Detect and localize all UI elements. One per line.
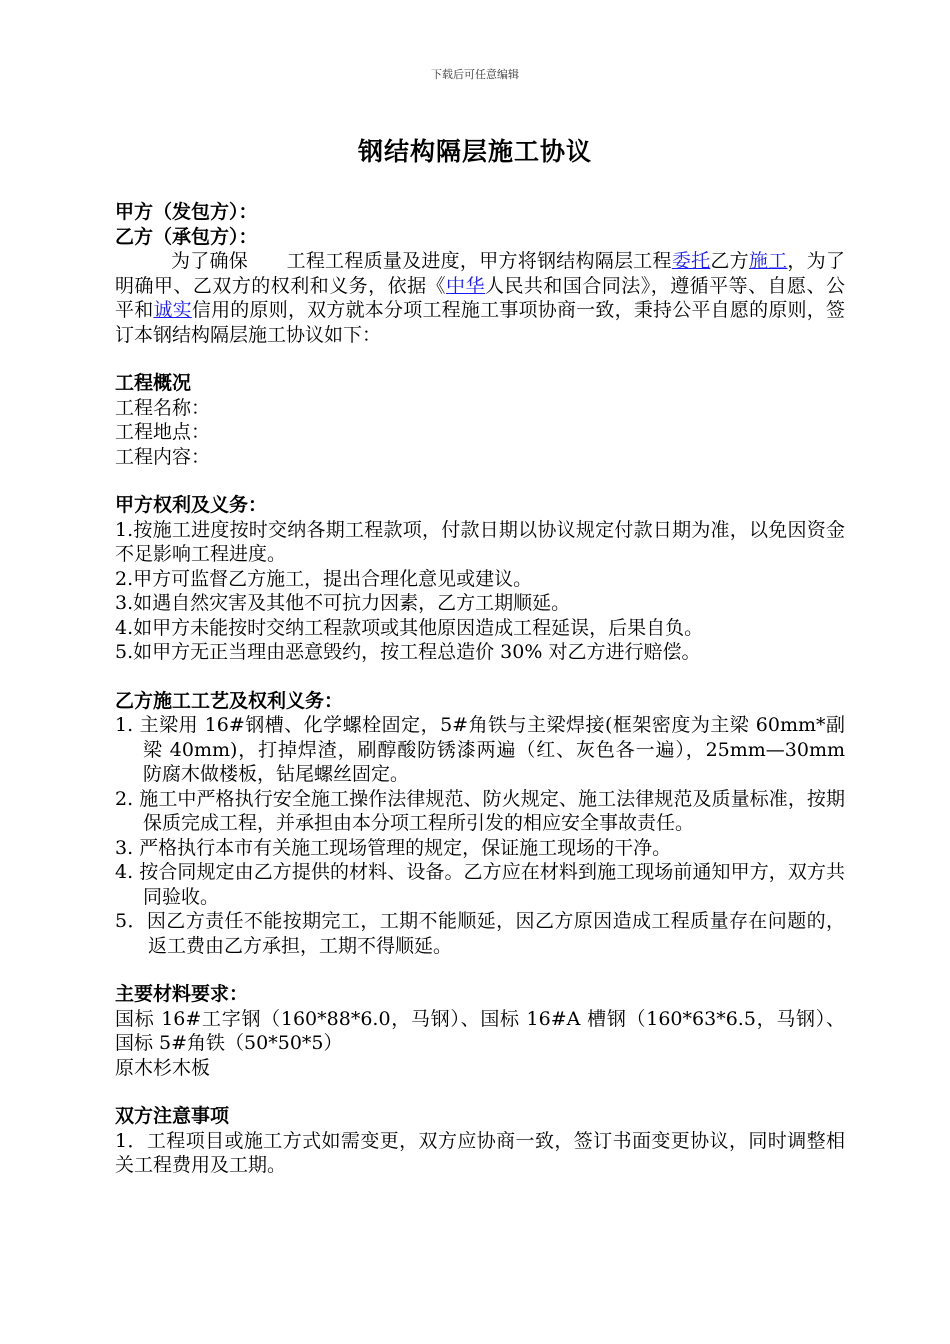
party-b-label: 乙方（承包方）： (115, 225, 258, 248)
intro-text-1: 为了确保 工程工程质量及进度，甲方将钢结构隔层工程 (171, 250, 672, 272)
project-location-label: 工程地点： (115, 421, 211, 443)
notes-item: 1．工程项目或施工方式如需变更，双方应协商一致，签订书面变更协议，同时调整相关工程费用及工期。 (115, 1129, 845, 1176)
party-b-item: 2. 施工中严格执行安全施工操作法律规范、防火规定、施工法律规范及质量标准，按期保质完成工程，并承担由本分项工程所引发的相应安全事故责任。 (115, 787, 845, 834)
party-a-item: 1.按施工进度按时交纳各期工程款项，付款日期以协议规定付款日期为准，以免因资金不足影响工程进度。 (115, 518, 845, 565)
party-a-item: 5.如甲方无正当理由恶意毁约，按工程总造价 30% 对乙方进行赔偿。 (115, 641, 701, 663)
materials-heading: 主要材料要求： (115, 983, 249, 1005)
party-a-label: 甲方（发包方）： (115, 201, 258, 223)
overview-heading: 工程概况 (115, 372, 192, 394)
link-chengshi[interactable]: 诚实 (153, 299, 192, 321)
party-b-item: 1. 主梁用 16#钢槽、化学螺栓固定，5#角铁与主梁焊接(框架密度为主梁 60mm*副梁 40mm)，打掉焊渣，刷醇酸防锈漆两遍（红、灰色各一遍），25mm—30mm 防腐木做楼板，钻尾螺丝固定。 (115, 714, 845, 785)
intro-text-2: 乙方 (710, 250, 749, 272)
materials-line: 国标 16#工字钢（160*88*6.0，马钢）、国标 16#A 槽钢（160*63*6.5，马钢）、国标 5#角铁（50*50*5） (115, 1007, 845, 1054)
materials-line: 原木杉木板 (115, 1056, 211, 1079)
party-b-item: 4. 按合同规定由乙方提供的材料、设备。乙方应在材料到施工现场前通知甲方，双方共同验收。 (115, 861, 845, 908)
intro-paragraph (115, 249, 845, 347)
party-b-item: 5．因乙方责任不能按期完工，工期不能顺延，因乙方原因造成工程质量存在问题的，返工费由乙方承担，工期不得顺延。 (115, 910, 845, 957)
intro-text-3: ，为了明确甲、乙双方的权利和义务，依据《 (115, 250, 845, 297)
notes-heading: 双方注意事项 (115, 1105, 230, 1127)
party-a-rights-heading: 甲方权利及义务： (115, 494, 268, 516)
project-content-label: 工程内容： (115, 445, 211, 468)
link-zhonghua[interactable]: 中华 (446, 274, 485, 297)
party-a-item: 3.如遇自然灾害及其他不可抗力因素，乙方工期顺延。 (115, 592, 571, 614)
link-shigong[interactable]: 施工 (748, 250, 788, 272)
intro-text-5: 信用的原则，双方就本分项工程施工事项协商一致，秉持公平自愿的原则，签订本钢结构隔层施工协议如下： (115, 299, 845, 346)
document-body (115, 200, 845, 1178)
party-b-item: 3. 严格执行本市有关施工现场管理的规定，保证施工现场的干净。 (115, 836, 672, 859)
document-title: 钢结构隔层施工协议 (357, 137, 592, 166)
intro-text-4: 人民共和国合同法》，遵循平等、自愿、公平和 (115, 274, 845, 321)
page-header: 下载后可任意编辑 (431, 68, 519, 81)
link-weituo[interactable]: 委托 (671, 250, 711, 272)
party-a-item: 2.甲方可监督乙方施工，提出合理化意见或建议。 (115, 567, 533, 590)
project-name-label: 工程名称： (115, 396, 211, 419)
party-b-rights-heading: 乙方施工工艺及权利义务： (115, 689, 344, 712)
party-a-item: 4.如甲方未能按时交纳工程款项或其他原因造成工程延误，后果自负。 (115, 616, 704, 639)
